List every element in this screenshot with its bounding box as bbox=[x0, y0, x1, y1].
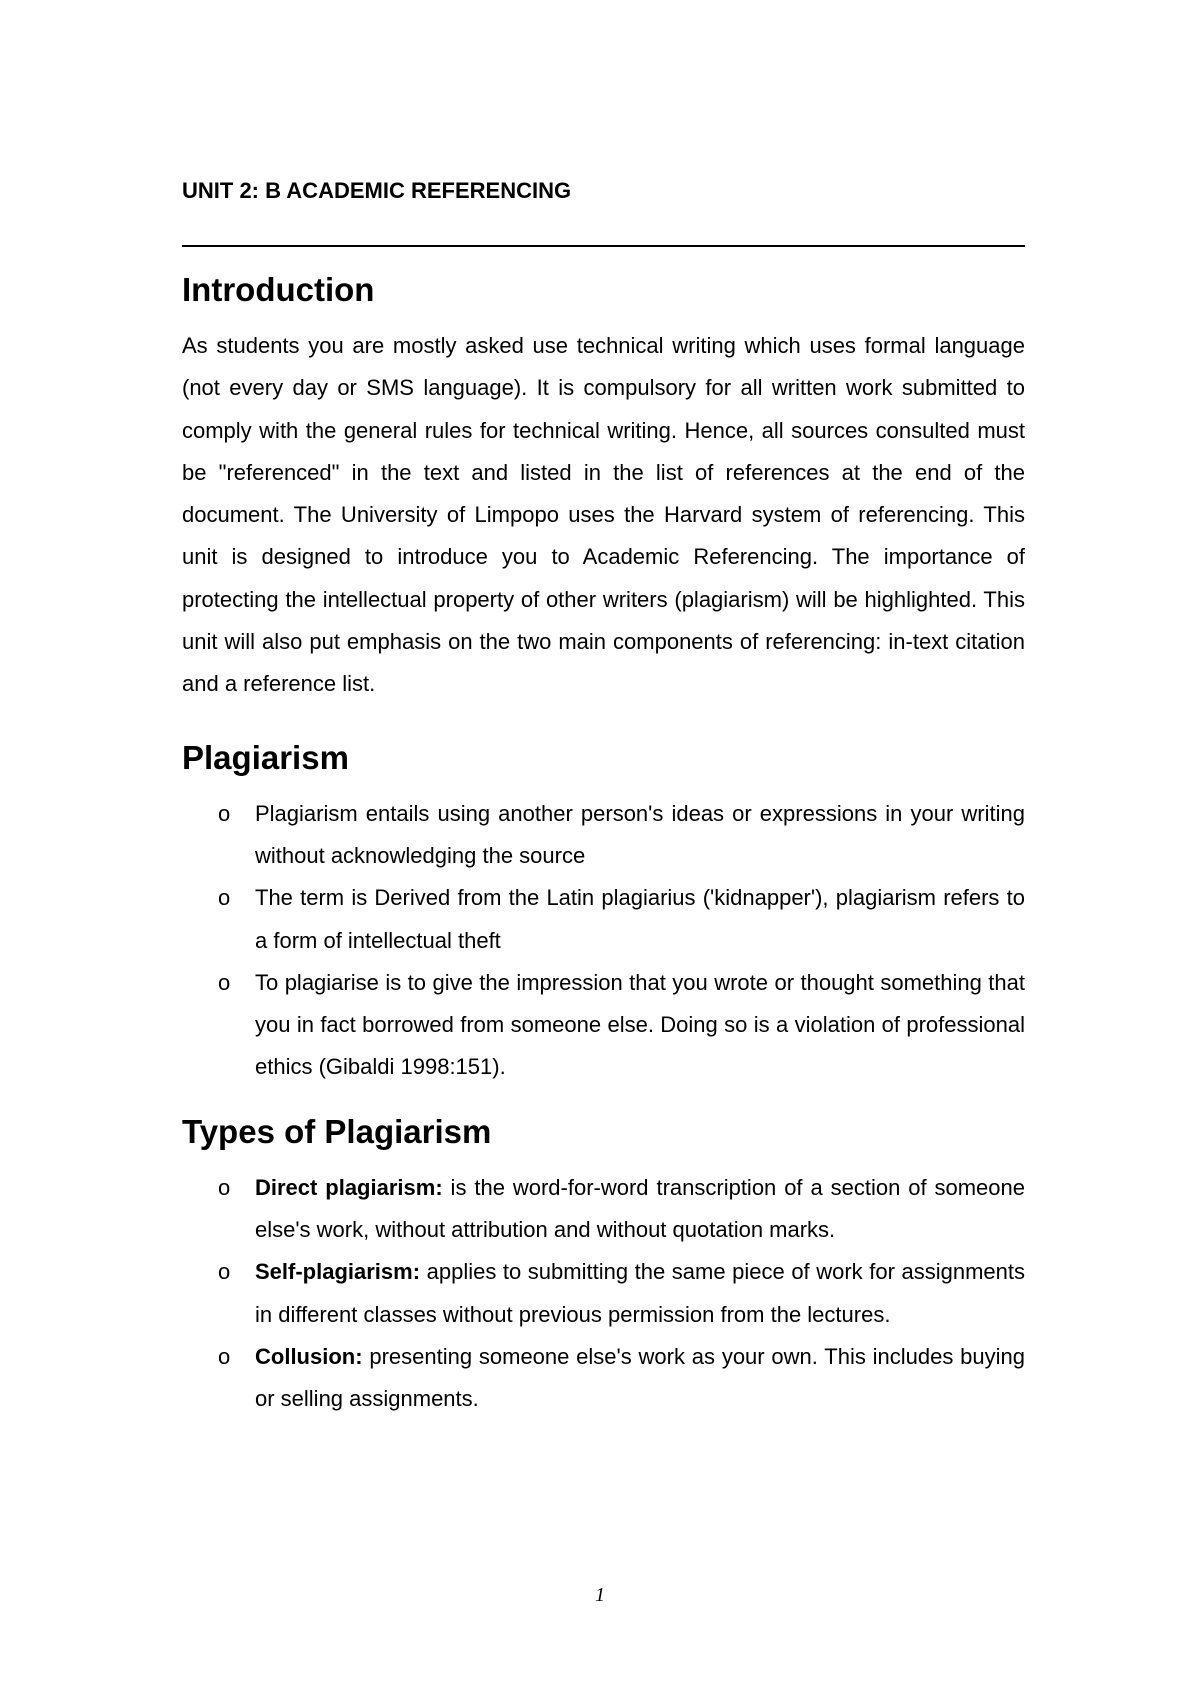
page-number: 1 bbox=[595, 1584, 605, 1606]
unit-title: UNIT 2: B ACADEMIC REFERENCING bbox=[182, 178, 572, 203]
types-heading: Types of Plagiarism bbox=[182, 1112, 492, 1150]
list-item bbox=[182, 1251, 1025, 1336]
list-item bbox=[182, 962, 1025, 1089]
type-description: is the word-for-word transcription of a section of someone else's work, without attribution and without quotation marks. bbox=[255, 1174, 1025, 1243]
type-term: Direct plagiarism: bbox=[255, 1174, 443, 1200]
list-item bbox=[182, 793, 1025, 878]
type-description: applies to submitting the same piece of work for assignments in different classes without previous permission from the lectures. bbox=[255, 1259, 1025, 1327]
list-item-text: To plagiarise is to give the impression that you wrote or thought something that you in fact borrowed from someone else. Doing so is a violation of professional ethics (Gibaldi 1998:151). bbox=[255, 969, 1025, 1080]
plagiarism-heading: Plagiarism bbox=[182, 738, 349, 776]
bullet-icon: o bbox=[218, 1259, 231, 1285]
list-item-text: The term is Derived from the Latin plagiarius ('kidnapper'), plagiarism refers to a form of intellectual theft bbox=[255, 885, 1025, 953]
types-list bbox=[182, 1167, 1025, 1421]
type-term: Self-plagiarism: bbox=[255, 1259, 421, 1285]
type-description: presenting someone else's work as your own. This includes buying or selling assignments. bbox=[255, 1343, 1025, 1412]
introduction-heading: Introduction bbox=[182, 271, 375, 308]
bullet-icon: o bbox=[218, 1343, 231, 1369]
bullet-icon: o bbox=[218, 800, 231, 826]
introduction-paragraph: As students you are mostly asked use technical writing which uses formal language (not every day or SMS language). It is compulsory for all written work submitted to comply with the general rules for technical writing. Hence, all sources consulted must be "referenced" in the text and listed in the list of references at the end of the document. The University of Limpopo uses the Harvard system of referencing. This unit is designed to introduce you to Academic Referencing. The importance of protecting the intellectual property of other writers (plagiarism) will be highlighted. This unit will also put emphasis on the two main components of referencing: in-text citation and a reference list. bbox=[182, 333, 1025, 697]
bullet-icon: o bbox=[218, 1174, 231, 1200]
list-item bbox=[182, 1336, 1025, 1421]
list-item bbox=[182, 1167, 1025, 1252]
bullet-icon: o bbox=[218, 885, 231, 911]
bullet-icon: o bbox=[218, 969, 231, 995]
list-item bbox=[182, 877, 1025, 962]
title-divider bbox=[182, 245, 1025, 247]
list-item-text: Plagiarism entails using another person's ideas or expressions in your writing without acknowledging the source bbox=[255, 800, 1025, 868]
plagiarism-list bbox=[182, 793, 1025, 1089]
document-body bbox=[182, 170, 1025, 1421]
type-term: Collusion: bbox=[255, 1343, 363, 1369]
